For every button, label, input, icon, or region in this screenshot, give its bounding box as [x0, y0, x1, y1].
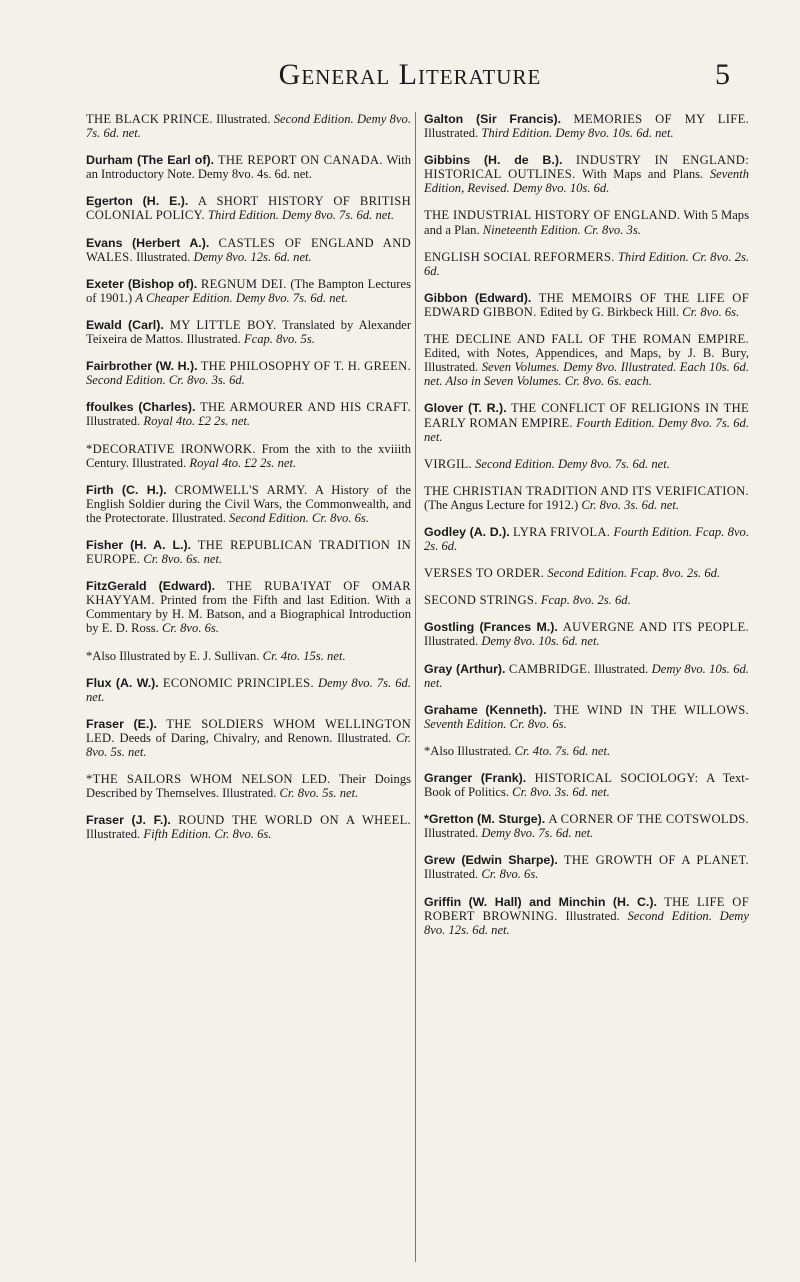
entry-description: From the xith to the xviiith Century. Illustrated.	[86, 441, 411, 470]
entry-title: *THE SAILORS WHOM NELSON LED.	[86, 772, 331, 787]
entry-description: Illustrated.	[86, 414, 141, 429]
entry-title: CROMWELL'S ARMY.	[174, 482, 308, 497]
catalogue-entry	[424, 703, 749, 731]
entry-author: Gray (Arthur).	[424, 661, 506, 676]
entry-author: Glover (T. R.).	[424, 401, 507, 416]
entry-title: AUVERGNE AND ITS PEOPLE.	[562, 620, 749, 635]
catalogue-entry	[86, 194, 411, 222]
entry-edition: Seven Volumes. Demy 8vo. Illustrated. Each 10s. 6d. net. Also in Seven Volumes. Cr. 8vo. 6s. each.	[424, 360, 749, 389]
entry-edition: Cr. 8vo. 5s. net.	[86, 730, 411, 759]
entry-title: THE REPORT ON CANADA.	[217, 153, 383, 168]
entry-description: (The Bampton Lectures of 1901.)	[86, 276, 411, 305]
entry-description: Illustrated.	[424, 867, 479, 882]
entry-edition: Second Edition. Demy 8vo. 7s. 6d. net.	[475, 456, 670, 471]
entry-title: THE ARMOURER AND HIS CRAFT.	[199, 400, 411, 415]
catalogue-entry	[86, 538, 411, 566]
entry-title: ROUND THE WORLD ON A WHEEL.	[178, 813, 412, 828]
entry-title: VERSES TO ORDER.	[424, 566, 545, 581]
entry-author: Firth (C. H.).	[86, 482, 167, 497]
entry-title: LYRA FRIVOLA.	[512, 524, 611, 539]
catalogue-entry	[424, 332, 749, 388]
entry-description: Edited, with Notes, Appendices, and Maps, by J. B. Bury, Illustrated.	[424, 346, 749, 375]
entry-description: Printed from the Fifth and last Edition. With a Commentary by H. M. Batson, and a Biographical Introduction by E. D. Ross.	[86, 593, 411, 636]
entry-edition: Seventh Edition. Cr. 8vo. 6s.	[424, 716, 567, 731]
entry-title: THE INDUSTRIAL HISTORY OF ENGLAND.	[424, 208, 681, 223]
entry-author: Flux (A. W.).	[86, 675, 159, 690]
entry-title: THE CHRISTIAN TRADITION AND ITS VERIFICATION.	[424, 483, 749, 498]
entry-description: (The Angus Lecture for 1912.)	[424, 497, 579, 512]
entry-author: Grew (Edwin Sharpe).	[424, 853, 558, 868]
entry-author: Grahame (Kenneth).	[424, 702, 547, 717]
catalogue-entry	[424, 484, 749, 512]
entry-author: Fisher (H. A. L.).	[86, 537, 192, 552]
entry-author: Egerton (H. E.).	[86, 194, 189, 209]
entry-description: With Maps and Plans.	[581, 167, 704, 182]
catalogue-entry	[86, 112, 411, 140]
entry-edition: Royal 4to. £2 2s. net.	[143, 414, 251, 429]
catalogue-entry	[86, 717, 411, 759]
catalogue-entry	[86, 153, 411, 181]
entry-title: HISTORICAL SOCIOLOGY:	[534, 771, 699, 785]
entry-edition: Cr. 8vo. 3s. 6d. net.	[581, 497, 679, 512]
catalogue-entry	[424, 208, 749, 236]
entry-description: *Also Illustrated.	[424, 743, 512, 758]
catalogue-entry	[86, 318, 411, 346]
catalogue-entry	[424, 593, 749, 607]
entry-author: Durham (The Earl of).	[86, 153, 215, 168]
entry-title: THE SOLDIERS WHOM WELLINGTON LED.	[86, 716, 411, 745]
catalogue-entry	[86, 483, 411, 525]
entry-title: THE WIND IN THE WILLOWS.	[553, 702, 750, 717]
catalogue-entry	[424, 620, 749, 648]
entry-description: Illustrated.	[424, 826, 479, 841]
entry-description: Translated by Alexander Teixeira de Mattos. Illustrated.	[86, 317, 412, 347]
entry-description: Their Doings Described by Themselves. Illustrated.	[86, 772, 412, 801]
entry-edition: Third Edition. Demy 8vo. 10s. 6d. net.	[481, 126, 674, 141]
entry-title: THE LIFE OF ROBERT BROWNING.	[424, 894, 749, 923]
entry-title: THE PHILOSOPHY OF T. H. GREEN.	[200, 359, 411, 374]
entry-title: THE MEMOIRS OF THE LIFE OF EDWARD GIBBON.	[424, 290, 749, 319]
catalogue-entry	[424, 662, 749, 690]
entry-author: ffoulkes (Charles).	[86, 400, 196, 415]
entry-edition: Cr. 4to. 15s. net.	[262, 648, 346, 663]
entry-edition: Third Edition. Cr. 8vo. 2s. 6d.	[424, 249, 749, 278]
catalogue-entry	[424, 112, 749, 140]
entry-author: Griffin (W. Hall) and Minchin (H. C.).	[424, 894, 657, 909]
catalogue-entry	[424, 771, 749, 799]
catalogue-entry	[424, 250, 749, 278]
entry-edition: Demy 8vo. 7s. 6d. net.	[86, 675, 411, 704]
entry-description: Illustrated.	[565, 908, 620, 923]
right-column	[424, 112, 749, 950]
page-title: General Literature	[278, 58, 542, 91]
catalogue-entry	[424, 895, 749, 937]
entry-description: A History of the English Soldier during the Civil Wars, the Commonwealth, and the Protectorate. Illustrated.	[86, 482, 411, 525]
entry-edition: Cr. 4to. 7s. 6d. net.	[514, 743, 611, 758]
catalogue-entry	[86, 813, 411, 841]
catalogue-entry	[86, 400, 411, 428]
entry-title: MEMORIES OF MY LIFE.	[573, 112, 750, 126]
entry-edition: Demy 8vo. 10s. 6d. net.	[424, 661, 749, 690]
entry-author: Exeter (Bishop of).	[86, 276, 198, 291]
entry-edition: Demy 8vo. 10s. 6d. net.	[481, 634, 600, 649]
entry-title: THE BLACK PRINCE.	[86, 112, 213, 126]
entry-title: A SHORT HISTORY OF BRITISH COLONIAL POLICY.	[86, 194, 411, 223]
entry-title: THE CONFLICT OF RELIGIONS IN THE EARLY ROMAN EMPIRE.	[424, 401, 749, 430]
entry-title: MY LITTLE BOY.	[169, 317, 277, 332]
entry-description: Illustrated.	[424, 634, 479, 649]
entry-title: THE RUBA'IYAT OF OMAR KHAYYAM.	[86, 579, 411, 608]
entry-description: Illustrated.	[594, 661, 649, 676]
entry-edition: Cr. 8vo. 6s.	[161, 621, 219, 636]
entry-edition: Second Edition. Demy 8vo. 7s. 6d. net.	[86, 112, 411, 141]
left-column	[86, 112, 411, 854]
entry-edition: A Cheaper Edition. Demy 8vo. 7s. 6d. net.	[135, 290, 348, 305]
entry-title: *DECORATIVE IRONWORK.	[86, 441, 256, 456]
entry-author: Fairbrother (W. H.).	[86, 359, 198, 374]
entry-title: ENGLISH SOCIAL REFORMERS.	[424, 249, 615, 264]
entry-description: With an Introductory Note. Demy 8vo. 4s. 6d. net.	[86, 153, 411, 182]
entry-description: *Also Illustrated by E. J. Sullivan.	[86, 648, 260, 663]
entry-edition: Fcap. 8vo. 2s. 6d.	[540, 593, 631, 608]
entry-edition: Cr. 8vo. 6s.	[481, 867, 539, 882]
entry-edition: Royal 4to. £2 2s. net.	[189, 455, 297, 470]
entry-description: Deeds of Daring, Chivalry, and Renown. Illustrated.	[119, 730, 392, 745]
catalogue-entry	[424, 291, 749, 319]
entry-edition: Cr. 8vo. 5s. net.	[279, 786, 359, 801]
column-divider	[415, 112, 416, 1262]
entry-author: Fraser (E.).	[86, 716, 157, 731]
entry-edition: Fourth Edition. Demy 8vo. 7s. 6d. net.	[424, 415, 749, 444]
catalogue-entry	[86, 277, 411, 305]
entry-description: With 5 Maps and a Plan.	[424, 208, 750, 237]
entry-author: Evans (Herbert A.).	[86, 235, 210, 250]
entry-author: Gostling (Frances M.).	[424, 620, 558, 635]
entry-edition: Second Edition. Cr. 8vo. 6s.	[229, 510, 369, 525]
catalogue-entry	[424, 566, 749, 580]
entry-title: REGNUM DEI.	[200, 276, 287, 291]
entry-edition: Fifth Edition. Cr. 8vo. 6s.	[143, 827, 272, 842]
catalogue-entry	[424, 457, 749, 471]
entry-author: Gibbon (Edward).	[424, 290, 532, 305]
catalogue-entry	[86, 579, 411, 635]
entry-edition: Third Edition. Demy 8vo. 7s. 6d. net.	[208, 208, 394, 223]
entry-edition: Fourth Edition. Fcap. 8vo. 2s. 6d.	[424, 524, 749, 554]
entry-author: FitzGerald (Edward).	[86, 579, 216, 594]
entry-author: Gibbins (H. de B.).	[424, 153, 563, 168]
entry-author: *Gretton (M. Sturge).	[424, 812, 546, 827]
entry-description: Illustrated.	[86, 827, 141, 842]
catalogue-entry	[424, 853, 749, 881]
entry-description: Illustrated.	[216, 112, 271, 126]
entry-description: Edited by G. Birkbeck Hill.	[539, 304, 680, 319]
entry-edition: Nineteenth Edition. Cr. 8vo. 3s.	[482, 222, 641, 237]
entry-title: INDUSTRY IN ENGLAND: HISTORICAL OUTLINES.	[424, 153, 749, 182]
entry-edition: Second Edition. Cr. 8vo. 3s. 6d.	[86, 373, 245, 388]
entry-edition: Cr. 8vo. 3s. 6d. net.	[512, 785, 610, 800]
entry-author: Ewald (Carl).	[86, 317, 164, 332]
catalogue-entry	[424, 525, 749, 553]
catalogue-entry	[86, 649, 411, 663]
entry-edition: Cr. 8vo. 6s. net.	[143, 552, 223, 567]
entry-edition: Cr. 8vo. 6s.	[682, 304, 740, 319]
catalogue-entry	[424, 744, 749, 758]
entry-title: CASTLES OF ENGLAND AND WALES.	[86, 235, 411, 264]
catalogue-entry	[424, 153, 749, 195]
entry-title: SECOND STRINGS.	[424, 593, 538, 608]
entry-edition: Seventh Edition, Revised. Demy 8vo. 10s. 6d.	[424, 167, 750, 196]
entry-title: A CORNER OF THE COTSWOLDS.	[548, 812, 749, 827]
catalogue-entry	[86, 772, 411, 800]
entry-title: CAMBRIDGE.	[508, 661, 591, 676]
entry-title: THE REPUBLICAN TRADITION IN EUROPE.	[86, 537, 411, 567]
entry-edition: Fcap. 8vo. 5s.	[243, 332, 315, 347]
entry-title: VIRGIL.	[424, 456, 472, 471]
entry-author: Galton (Sir Francis).	[424, 112, 562, 126]
catalogue-entry	[86, 236, 411, 264]
page-number: 5	[715, 58, 730, 91]
entry-author: Godley (A. D.).	[424, 524, 510, 539]
entry-description: A Text-Book of Politics.	[424, 771, 749, 800]
entry-title: THE DECLINE AND FALL OF THE ROMAN EMPIRE.	[424, 332, 749, 347]
entry-edition: Demy 8vo. 12s. 6d. net.	[193, 249, 312, 264]
catalogue-entry	[86, 676, 411, 704]
entry-edition: Demy 8vo. 7s. 6d. net.	[481, 826, 594, 841]
entry-author: Fraser (J. F.).	[86, 813, 171, 828]
entry-description: Illustrated.	[136, 249, 191, 264]
catalogue-entry	[424, 812, 749, 840]
catalogue-entry	[424, 401, 749, 443]
entry-edition: Second Edition. Demy 8vo. 12s. 6d. net.	[424, 908, 749, 937]
entry-title: THE GROWTH OF A PLANET.	[563, 853, 749, 868]
entry-edition: Second Edition. Fcap. 8vo. 2s. 6d.	[547, 566, 721, 581]
page-header	[90, 58, 730, 98]
catalogue-entry	[86, 359, 411, 387]
catalogue-entry	[86, 442, 411, 470]
entry-author: Granger (Frank).	[424, 771, 527, 785]
entry-description: Illustrated.	[424, 126, 479, 141]
entry-title: ECONOMIC PRINCIPLES.	[162, 675, 314, 690]
